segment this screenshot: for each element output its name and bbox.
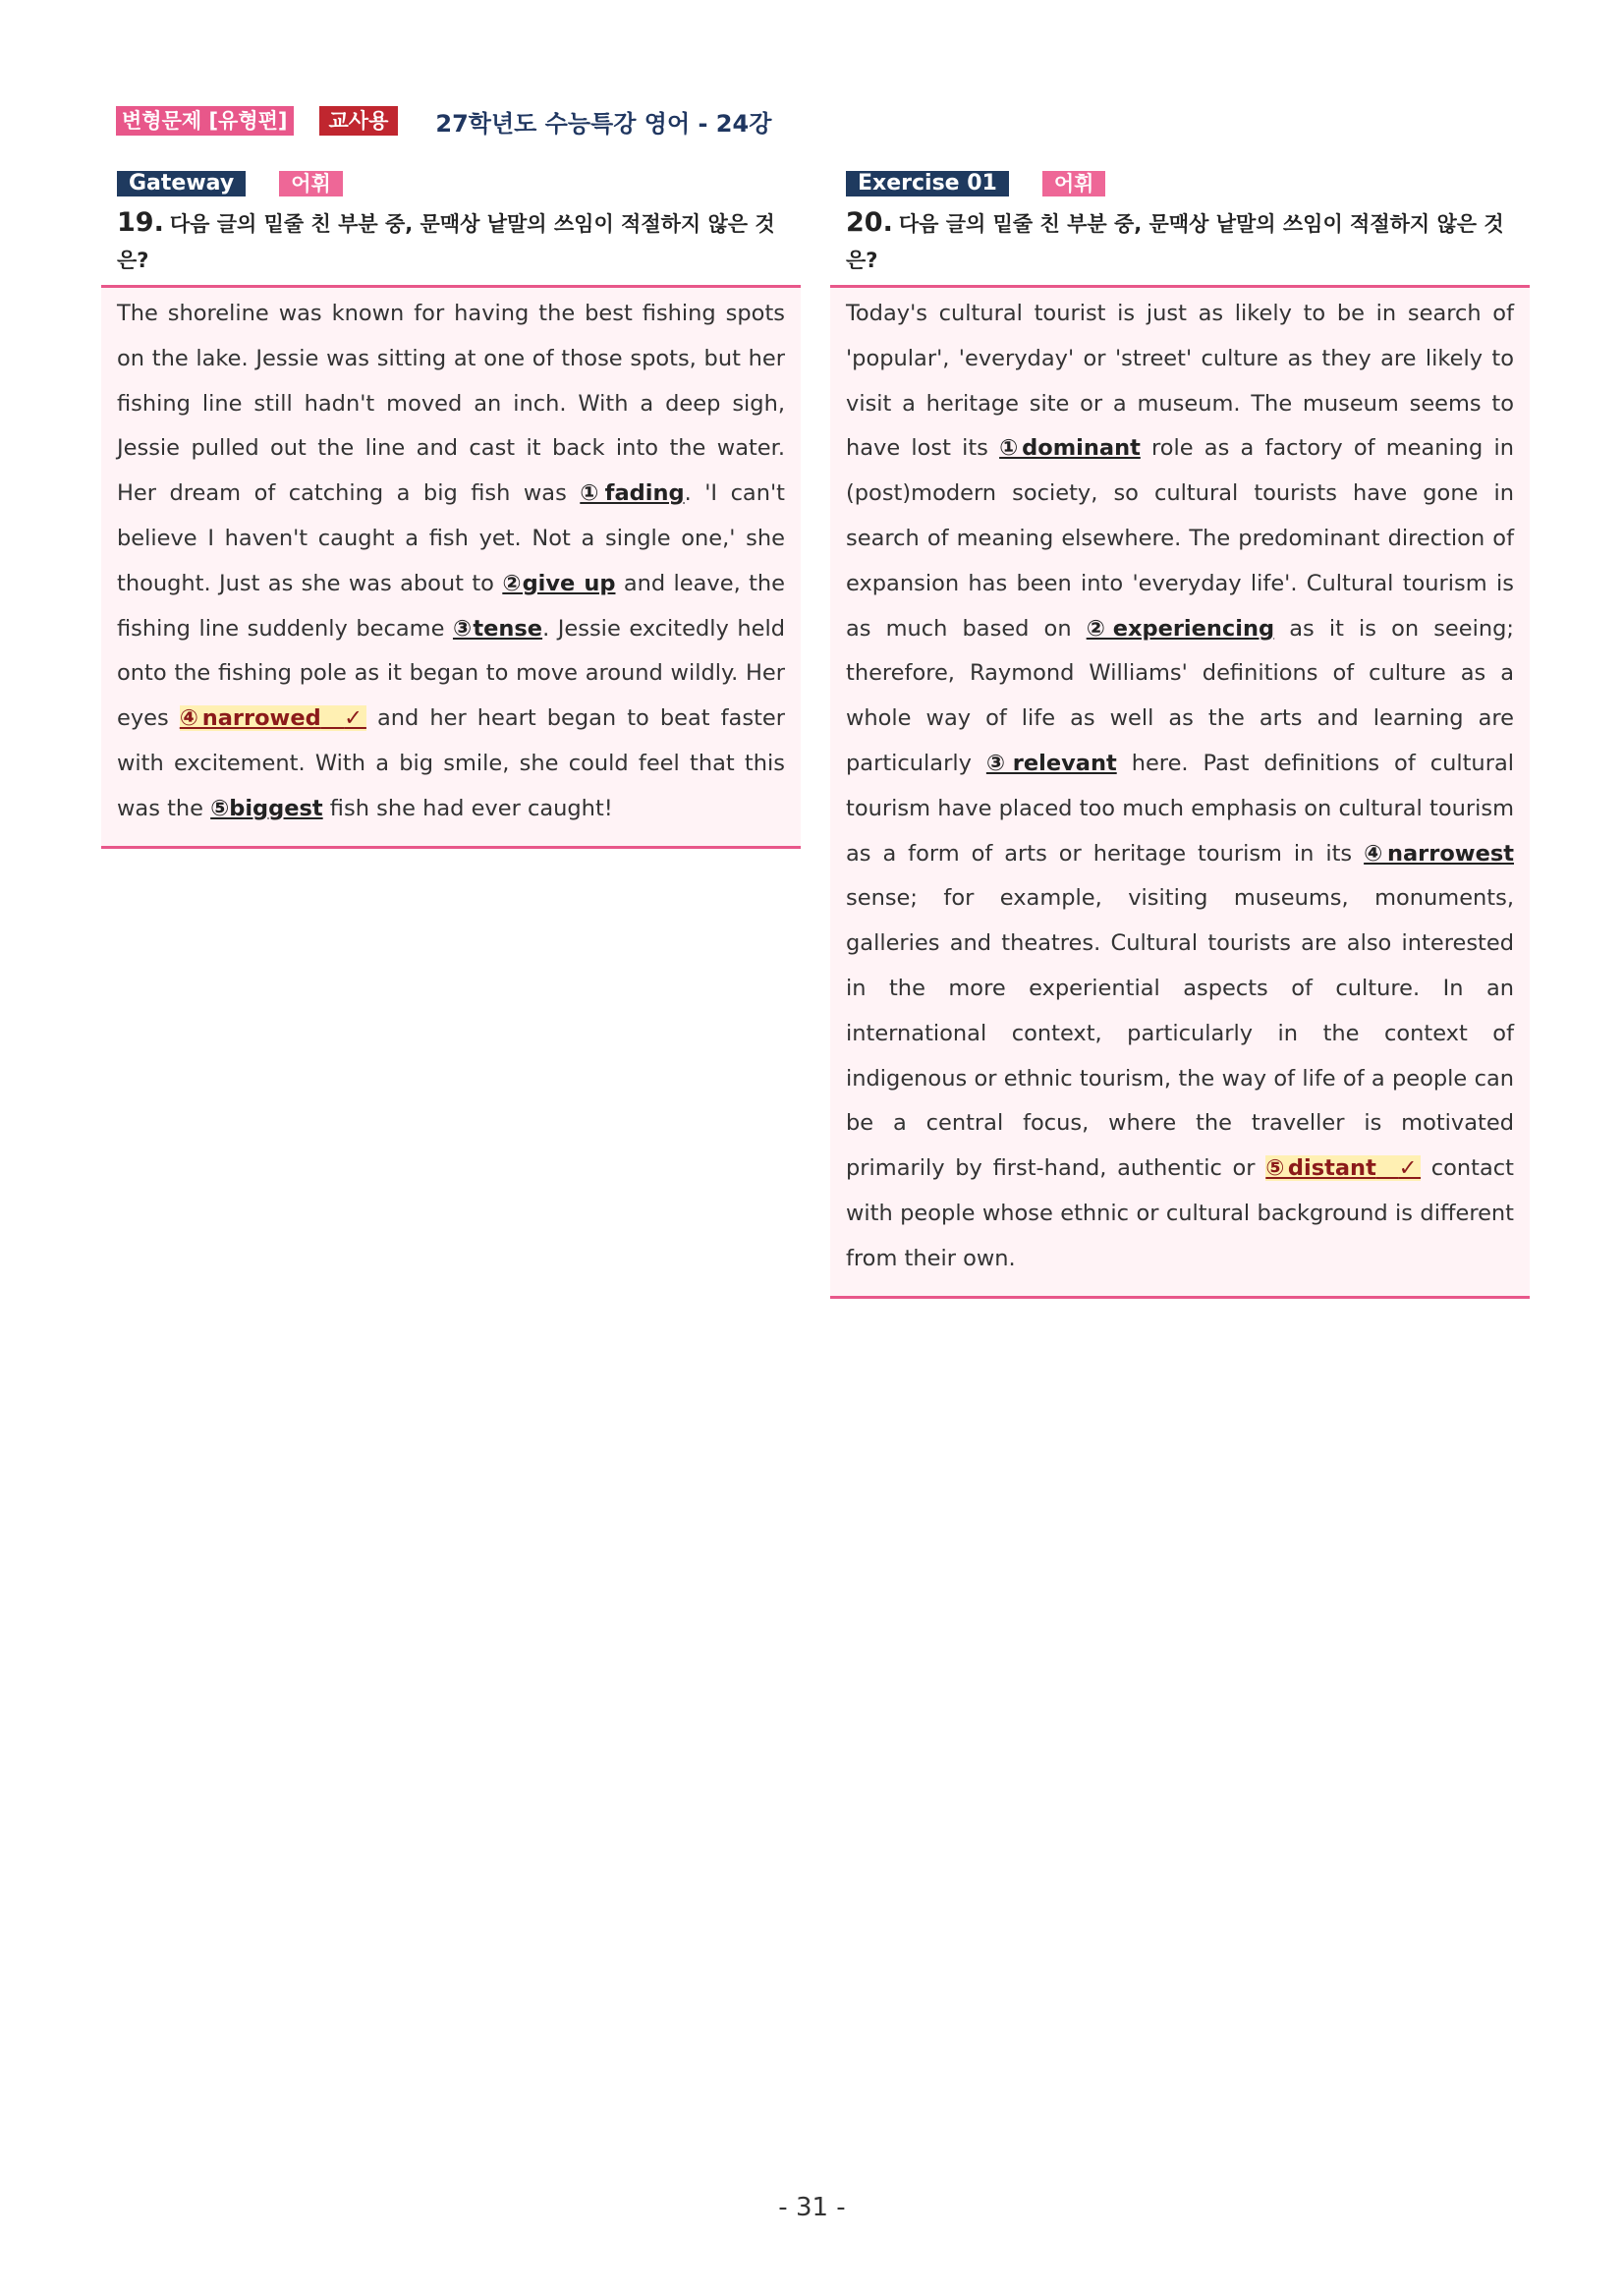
page-number: - 31 - — [778, 2193, 846, 2222]
choice-3: ③tense — [452, 615, 543, 642]
passage-segment: as it is on seeing; therefore, Raymond Williams' definitions of culture as a whole way of life as well as the arts and learning are particularly — [846, 615, 1514, 776]
passage-text — [846, 292, 1514, 1282]
question-number: 19. — [117, 207, 164, 238]
passage-box — [101, 285, 801, 849]
check-mark-icon: ✓ — [344, 705, 366, 732]
page-header — [116, 104, 771, 138]
passage-text — [117, 292, 785, 832]
passage-segment: sense; for example, visiting museums, monuments, galleries and theatres. Cultural tourists are also interested in the more experiential aspects of culture. In an international context, particularly in the context of indigenous or ethnic tourism, the way of life of a people can be a central focus, where the traveller is motivated primarily by first-hand, authentic or — [846, 885, 1514, 1182]
question-19-column — [101, 171, 801, 849]
answer-word: ⑤distant — [1265, 1155, 1376, 1182]
passage-segment: and her heart began to beat faster with excitement. With a big smile, she could feel that this was the — [117, 705, 785, 821]
answer-choice-5 — [1265, 1155, 1421, 1181]
answer-word: ④narrowed — [179, 705, 321, 732]
type-badge: 변형문제 [유형편] — [116, 106, 294, 136]
question-20-column — [830, 171, 1530, 1299]
section-label: Exercise 01 — [846, 171, 1009, 196]
passage-segment: contact with people whose ethnic or cultural background is different from their own. — [846, 1155, 1514, 1271]
question-prompt — [117, 204, 785, 279]
choice-5: ⑤biggest — [210, 795, 323, 821]
answer-choice-4 — [180, 705, 366, 731]
label-row — [117, 171, 801, 196]
passage-segment: Today's cultural tourist is just as likely to be in search of 'popular', 'everyday' or 'street' culture as they are likely to visit a heritage site or a museum. The museum seems to have lost its — [846, 301, 1514, 462]
passage-segment: The shoreline was known for having the best fishing spots on the lake. Jessie was sitting at one of those spots, but her fishing line still hadn't moved an inch. With a deep sigh, Jessie pulled out the line and cast it back into the water. Her dream of catching a big fish was — [117, 301, 785, 507]
question-text: 다음 글의 밑줄 친 부분 중, 문맥상 낱말의 쓰임이 적절하지 않은 것은? — [846, 212, 1504, 272]
passage-segment: . Jessie excitedly held onto the fishing pole as it began to move around wildly. Her eyes — [117, 615, 785, 732]
question-number: 20. — [846, 207, 893, 238]
choice-3: ③relevant — [985, 750, 1117, 776]
question-prompt — [846, 204, 1514, 279]
passage-segment: . 'I can't believe I haven't caught a fish yet. Not a single one,' she thought. Just as she was about to — [117, 480, 785, 596]
passage-segment: here. Past definitions of cultural tourism have placed too much emphasis on cultural tourism as a form of arts or heritage tourism in its — [846, 750, 1514, 867]
category-tag: 어휘 — [1042, 171, 1106, 196]
choice-2: ②give up — [502, 570, 616, 596]
label-row — [846, 171, 1530, 196]
passage-segment: fish she had ever caught! — [322, 795, 613, 821]
teacher-badge: 교사용 — [319, 106, 399, 136]
choice-2: ②experiencing — [1086, 615, 1275, 642]
category-tag: 어휘 — [279, 171, 343, 196]
passage-segment: and leave, the fishing line suddenly became — [117, 570, 785, 642]
section-label: Gateway — [117, 171, 246, 196]
page-title: 27학년도 수능특강 영어 - 24강 — [435, 109, 772, 138]
check-mark-icon: ✓ — [1398, 1155, 1422, 1182]
passage-box — [830, 285, 1530, 1299]
choice-1: ①fading — [580, 480, 685, 507]
choice-1: ①dominant — [999, 435, 1141, 462]
question-text: 다음 글의 밑줄 친 부분 중, 문맥상 낱말의 쓰임이 적절하지 않은 것은? — [117, 212, 775, 272]
passage-segment: role as a factory of meaning in (post)modern society, so cultural tourists have gone in search of meaning elsewhere. The predominant direction of expansion has been into 'everyday life'. Cultural tourism is as much based on — [846, 435, 1514, 642]
choice-4: ④narrowest — [1364, 840, 1514, 867]
